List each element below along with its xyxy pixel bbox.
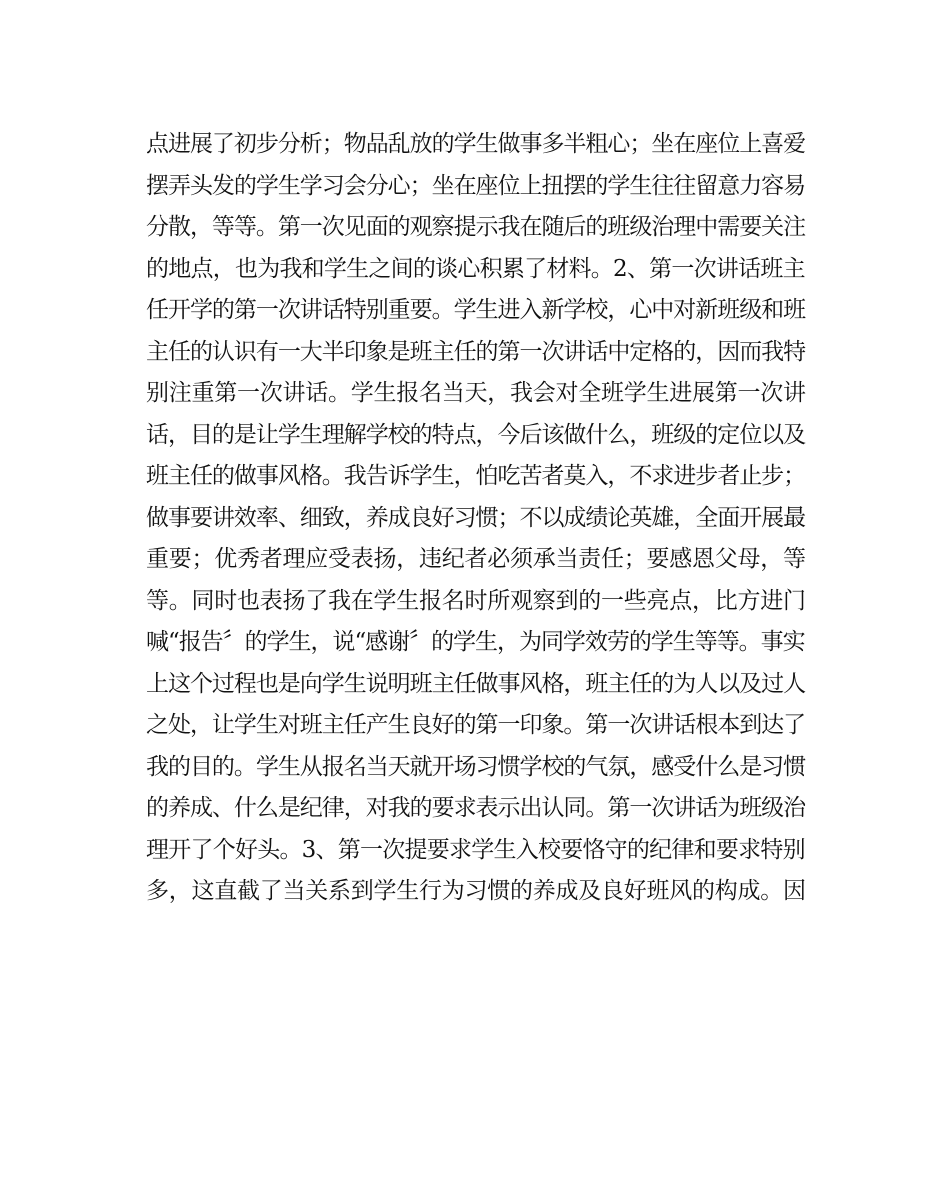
text-line: 分散，等等。第一次见面的观察提示我在随后的班级治理中需要关注	[146, 214, 806, 240]
text-line: 等。同时也表扬了我在学生报名时所观察到的一些亮点，比方进门	[146, 587, 806, 614]
text-line: 理开了个好头。3、第一次提要求学生入校要恪守的纪律和要求特别	[146, 836, 805, 863]
text-line: 话，目的是让学生理解学校的特点，今后该做什么，班级的定位以及	[146, 421, 806, 448]
text-line: 主任的认识有一大半印象是班主任的第一次讲话中定格的，因而我特	[146, 338, 806, 365]
text-line: 点进展了初步分析；物品乱放的学生做事多半粗心；坐在座位上喜爱	[146, 131, 806, 157]
text-line: 重要；优秀者理应受表扬，违纪者必须承当责任；要感恩父母，等	[146, 546, 806, 572]
text-line: 做事要讲效率、细致，养成良好习惯；不以成绩论英雄，全面开展最	[146, 504, 806, 531]
text-line: 我的目的。学生从报名当天就开场习惯学校的气氛，感受什么是习惯	[146, 753, 806, 780]
text-line: 喊“报告〞的学生，说“感谢〞的学生，为同学效劳的学生等等。事实	[146, 629, 805, 655]
text-line: 别注重第一次讲话。学生报名当天，我会对全班学生进展第一次讲	[146, 380, 806, 406]
text-line: 之处，让学生对班主任产生良好的第一印象。第一次讲话根本到达了	[146, 712, 806, 738]
text-line: 班主任的做事风格。我告诉学生，怕吃苦者莫入，不求进步者止步；	[146, 463, 806, 489]
text-line: 任开学的第一次讲话特别重要。学生进入新学校，心中对新班级和班	[146, 297, 806, 323]
text-line: 多，这直截了当关系到学生行为习惯的养成及良好班风的构成。因	[146, 878, 806, 904]
text-line: 的养成、什么是纪律，对我的要求表示出认同。第一次讲话为班级治	[146, 795, 806, 821]
text-line: 上这个过程也是向学生说明班主任做事风格，班主任的为人以及过人	[146, 670, 806, 697]
text-line: 的地点，也为我和学生之间的谈心积累了材料。2、第一次讲话班主	[146, 255, 805, 282]
body-text	[146, 124, 806, 913]
text-line: 摆弄头发的学生学习会分心；坐在座位上扭摆的学生往往留意力容易	[146, 172, 806, 199]
